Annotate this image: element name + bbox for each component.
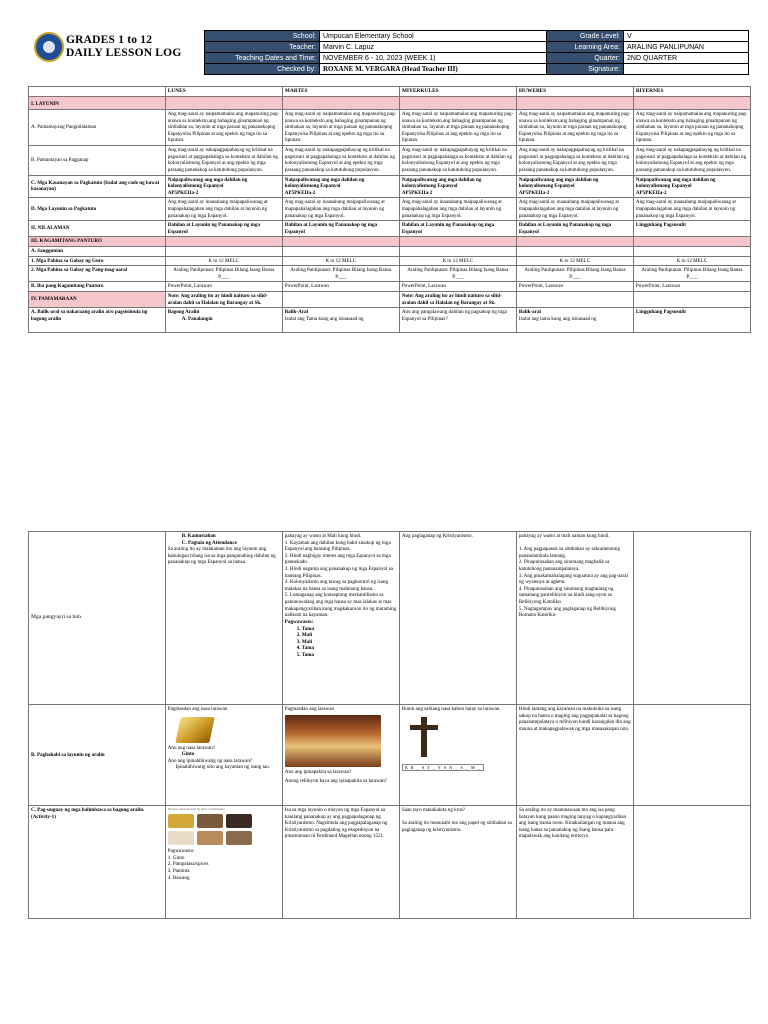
pangyayari-martes	[282, 532, 399, 705]
layunin-pagkatuto-row	[29, 198, 751, 221]
iba-pang-miyerkules: PowerPoint, Larawan	[399, 282, 516, 292]
pamantayang-huwebes: Ang mag-aaral ay naipamamalas ang mapanuring pag-unawa sa konteksto,ang bahaging ginampanan ng simbahan sa, layunin at mga paraan ng pananakopng Espanyolsa Pilipinas at ang epekto ng mga ito sa lipunan.	[516, 110, 633, 146]
dates-value: NOVEMBER 6 - 10, 2023 (WEEK 1)	[320, 53, 547, 64]
signature-value	[624, 64, 749, 75]
pag-uugnay-huwebes: Sa araling ito ay mauunawaan mo ang isa pang batayan kung paano maging tanyag o kapangyarihan ang isang bansa noon. Kinakailangan ng mauna ang isang bansa sa pananakop ng ibang bansa para mapalawak ang kanilang teritoryo.	[516, 806, 633, 919]
learning-area-value: ARALING PANLIPUNAN	[624, 42, 749, 53]
gabay-guro-row	[29, 256, 751, 266]
day-header-martes: MARTES	[282, 87, 399, 97]
signature-label: Signature:	[547, 64, 624, 75]
iba-pang-martes: PowerPoint, Larawan	[282, 282, 399, 292]
empty-cell	[282, 237, 399, 247]
gabay-guro-lunes: K to 12 MELC	[165, 256, 282, 266]
gabay-guro-label: 1. Mga Pahina sa Gabay ng Guro	[29, 256, 166, 266]
kasanayan-miyerkules	[399, 175, 516, 198]
empty-cell	[516, 97, 633, 110]
kasanayan-code: AP5PKEIIa-2	[284, 189, 316, 196]
balik-aral-martes	[282, 308, 399, 333]
nilalaman-martes: Dahilan at Layunin ng Pananakop ng mga Espanyol	[282, 221, 399, 237]
empty-cell	[516, 237, 633, 247]
nilalaman-row	[29, 221, 751, 237]
pangyayari-martes-susi: Pagwawasto:	[284, 618, 314, 625]
empty-cell	[282, 246, 399, 256]
empty-cell	[516, 246, 633, 256]
paghahabi-martes	[282, 705, 399, 806]
day-header-blank	[29, 87, 166, 97]
spice-thumb-icon	[197, 814, 223, 828]
paghahabi-miyerkules	[399, 705, 516, 806]
balik-aral-lunes-item: A. Panalangin	[181, 315, 213, 322]
kagamitang-label: III. KAGAMITANG PANTURO	[29, 237, 166, 247]
learning-area-label: Learning Area:	[547, 42, 624, 53]
paghahabi-miyerkules-instruction: Buuin ang salitang nasa kahon batay sa larawan.	[401, 706, 501, 712]
teacher-label: Teacher:	[205, 42, 320, 53]
pamantayang-miyerkules: Ang mag-aaral ay naipamamalas ang mapanuring pag-unawa sa konteksto,ang bahaging ginampanan ng simbahan sa, layunin at mga paraan ng pananakopng Espanyolsa Pilipinas at ang epekto ng mga ito sa lipunan.	[399, 110, 516, 146]
nilalaman-miyerkules: Dahilan at Layunin ng Pananakop ng mga Espanyol	[399, 221, 516, 237]
section-layunin-row	[29, 97, 751, 110]
layunin-pagkatuto-label: D. Mga Layunin sa Pagkatuto	[29, 198, 166, 221]
paghahabi-martes-instruction: Pagmasdan ang larawan	[284, 706, 335, 712]
empty-cell	[633, 806, 750, 919]
school-value: Umpucan Elementary School	[320, 31, 547, 42]
empty-cell	[633, 292, 750, 308]
word-puzzle-box: K R _ S T _ Y A N _ S _ M _	[402, 764, 484, 771]
empty-cell	[165, 97, 282, 110]
grade-level-value: V	[624, 31, 749, 42]
pamantayang-lunes: Ang mag-aaral ay naipamamalas ang mapanuring pag-unawa sa konteksto,ang bahaging ginampanan ng simbahan sa, layunin at mga paraan ng pananakopng Espanyolsa Pilipinas at ang epekto ng mga ito sa lipunan.	[165, 110, 282, 146]
kasanayan-code: AP5PKEIIa-2	[518, 189, 550, 196]
quarter-value: 2ND QUARTER	[624, 53, 749, 64]
page-header	[28, 30, 751, 94]
gabay-mag-aaral-label: 2. Mga Pahina sa Gabay ng Pang-mag-aaral	[29, 266, 166, 282]
day-header-huwebes: HUWEBES	[516, 87, 633, 97]
pagganap-martes: Ang mag-aaral ay nakapagpapahayag ng kritikal na pagsusuri at pagpapahalaga sa konteksto at dahilan ng kolonyalismong Espanyol at ang epekto ng mga paraang pananakop sa katutubong populasyon.	[282, 146, 399, 175]
paghahabi-lunes-instruction: Pagmasdan ang nasa larawan	[167, 706, 228, 712]
pag-uugnay-miyerkules: Saan tayo makakakita ng krus? Sa araling ito mauunabi mo ang papel ng simbahan sa paglaganap ng kristiyanismo.	[399, 806, 516, 919]
gabay-guro-biyernes: K to 12 MELC	[633, 256, 750, 266]
nutmeg-thumb-icon	[226, 831, 252, 845]
layunin-biyernes: Ang mag-aaral ay inaasahang maipapaliwanag at mapapahalagahan ang mga dahilan at layunin ng pananakop ng mga Espanyol.	[633, 198, 750, 221]
pag-uugnay-row	[29, 806, 751, 919]
paghahabi-lunes	[165, 705, 282, 806]
pamamaraan-note-miyerkules: Note: Ang araling ito ay hindi naituro sa silid-aralan dahil sa Halalan ng Barangay at Sk.	[399, 292, 516, 308]
element	[410, 725, 438, 730]
kasanayan-text: Naipapaliwanag ang mga dahilan ng kolonyalismong Espanyol	[167, 176, 248, 190]
pag-uugnay-label: C. Pag-uugnay ng mga halimbawa sa bagong aralin. (Activity-1)	[29, 806, 166, 919]
gabay-mag-aaral-martes: Araling Panlipunan: Pilipinas Bilang Isang Bansa P.___	[282, 266, 399, 282]
quarter-label: Quarter:	[547, 53, 624, 64]
kasanayan-row	[29, 175, 751, 198]
kasanayan-code: AP5PKEIIa-2	[635, 189, 667, 196]
dates-label: Teaching Dates and Time:	[205, 53, 320, 64]
nilalaman-huwebes: Dahilan at Layunin ng Pananakop ng mga Espanyol	[516, 221, 633, 237]
pangyayari-huwebes: pahayag ay wasto at mali naman kung hindi. 1. Ang pagpapasok sa simbahan ay sakramentong panandamitala lamang. 2. Pinapurusahan ang sinumang magbalik sa katutubong pananampalataya. 3. Ang pinakamahalagang sugnatura ay ang pag-aaral ng wystenya at aghem. 4. Pinaparusahan ang sinumang magtatatag ng samahang panrelihiyon na hindi sang-ayon sa Relihiyong Katoliko. 5. Nagtagumpay ang paglaganap ng Relihiyong Romano Katoliko.	[516, 532, 633, 705]
empty-cell	[282, 97, 399, 110]
pangyayari-label: Mga pangyayri sa buh	[29, 532, 166, 705]
title-line-1: GRADES 1 to 12	[66, 34, 153, 46]
paghahabi-lunes-a2: Ipinahihiwatig nito ang kayaman ng isang tao.	[175, 764, 271, 771]
paghahabi-lunes-q2: Ano ang ipinahihiwatig ng nasa larawan?	[167, 757, 253, 764]
kasanayan-code: AP5PKEIIa-2	[167, 189, 199, 196]
balik-aral-lunes-title: Bagong Aralin	[167, 309, 200, 316]
gabay-mag-aaral-huwebes: Araling Panlipunan: Pilipinas Bilang Isang Bansa P.___	[516, 266, 633, 282]
day-header-row	[29, 87, 751, 97]
lesson-log-table-part1	[28, 86, 751, 333]
pag-uugnay-lunes	[165, 806, 282, 919]
pag-uugnay-item-3: 3. Paminta	[167, 867, 190, 874]
layunin-miyerkules: Ang mag-aaral ay inaasahang maipapaliwanag at mapapahalagahan ang mga dahilan at layunin ng pananakop ng mga Espanyol.	[399, 198, 516, 221]
empty-cell	[516, 292, 633, 308]
pag-uugnay-lunes-note: Pictures: mga larawan ng ginto at pampalasa	[167, 807, 225, 811]
pagganap-miyerkules: Ang mag-aaral ay nakapagpapahayag ng kritikal na pagsusuri at pagpapahalaga sa konteksto at dahilan ng kolonyalismong Espanyol at ang epekto ng mga paraang pananakop sa katutubong populasyon.	[399, 146, 516, 175]
nilalaman-label: II. NILALAMAN	[29, 221, 166, 237]
kasanayan-label: C. Mga Kasanayan sa Pagkatuto (Isulat ang code ng bawat kasanayan)	[29, 175, 166, 198]
checked-by-label: Checked by:	[205, 64, 320, 75]
pangyayari-lunes-c: C. Pagtala ng Attendance	[181, 539, 237, 546]
kasanayan-biyernes	[633, 175, 750, 198]
gabay-mag-aaral-row	[29, 266, 751, 282]
paghahabi-label: B. Paghahabi sa layunin ng aralin	[29, 705, 166, 806]
pangyayari-lunes	[165, 532, 282, 705]
balik-aral-martes-text: Isulat ang Tama kung ang isinasaad ng	[284, 315, 364, 322]
pagganap-lunes: Ang mag-aaral ay nakapagpapahayag ng kritikal na pagsusuri at pagpapahalaga sa konteksto at dahilan ng kolonyalismong Espanyol at ang epekto ng mga paraang pananakop sa katutubong populasyon.	[165, 146, 282, 175]
gold-bar-image	[175, 717, 215, 743]
grade-level-label: Grade Level:	[547, 31, 624, 42]
sanggunian-row	[29, 246, 751, 256]
balik-aral-label: A. Balik-aral sa nakaraang aralin at/o pagsisimula ng bagong aralin	[29, 308, 166, 333]
deped-seal-logo	[34, 32, 64, 62]
pagganap-huwebes: Ang mag-aaral ay nakapagpapahayag ng kritikal na pagsusuri at pagpapahalaga sa konteksto at dahilan ng kolonyalismong Espanyol at ang epekto ng mga paraang pananakop sa katutubong populasyon.	[516, 146, 633, 175]
pamantayang-biyernes: Ang mag-aaral ay naipamamalas ang mapanuring pag-unawa sa konteksto,ang bahaging ginampanan ng simbahan sa, layunin at mga paraan ng pananakopng Espanyolsa Pilipinas at ang epekto ng mga ito sa lipunan.	[633, 110, 750, 146]
answer-2: 2. Mali	[296, 632, 313, 639]
teacher-value: Marvin C. Lapuz	[320, 42, 547, 53]
gabay-mag-aaral-biyernes: Araling Panlipunan: Pilipinas Bilang Isang Bansa P.___	[633, 266, 750, 282]
pamamaraan-label: IV. PAMAMARAAN	[29, 292, 166, 308]
garlic-thumb-icon	[168, 831, 194, 845]
answer-1: 1. Tama	[296, 625, 315, 632]
iba-pang-huwebes: PowerPoint, Larawan	[516, 282, 633, 292]
checked-by-value: ROXANE M. VERGARA (Head Teacher III)	[323, 65, 458, 73]
lesson-log-grid-1	[28, 86, 751, 333]
checked-by-cell	[320, 64, 547, 75]
gabay-mag-aaral-miyerkules: Araling Panlipunan: Pilipinas Bilang Isang Bansa P.___	[399, 266, 516, 282]
balik-aral-huwebes-text: Isulat ang tama kung ang isinasaad ng	[518, 315, 597, 322]
kagamitang-row	[29, 237, 751, 247]
spices-images	[168, 814, 280, 845]
balik-aral-huwebes	[516, 308, 633, 333]
empty-cell	[399, 237, 516, 247]
layunin-lunes: Ang mag-aaral ay inaasahang maipapaliwanag at mapapahalagahan ang mga dahilan at layunin ng pananakop ng mga Espanyol.	[165, 198, 282, 221]
answer-3: 3. Mali	[296, 638, 313, 645]
empty-cell	[399, 97, 516, 110]
day-header-miyerkules: MIYERKULES	[399, 87, 516, 97]
pamantayan-pagganap-row	[29, 146, 751, 175]
pag-uugnay-lunes-caption: Pagwawasto:	[167, 848, 195, 855]
balik-aral-row	[29, 308, 751, 333]
pangyayari-lunes-text: Sa araling ito ay malalaman mo ang layunin ang kahulugan bilang isa sa mga pangunahing dahilan ng pananakop ng mga Espanyol sa bansa.	[167, 546, 276, 566]
paghahabi-lunes-a1: Ginto	[181, 751, 195, 758]
pangyayari-miyerkules: Ang paglaganap ng Kristiyanismo.	[399, 532, 516, 705]
balik-aral-huwebes-title: Balik-aral	[518, 309, 541, 316]
empty-cell	[633, 246, 750, 256]
header-info-table	[204, 30, 749, 75]
iba-pang-label: B. Iba pang Kagamitang Panturo	[29, 282, 166, 292]
paghahabi-martes-q1: Ano ang ipinapakita sa larawan?	[284, 768, 352, 775]
iba-pang-lunes: PowerPoint, Larawan	[165, 282, 282, 292]
layunin-martes: Ang mag-aaral ay inaasahang maipapaliwanag at mapapahalagahan ang mga dahilan at layunin ng pananakop ng mga Espanyol.	[282, 198, 399, 221]
gabay-guro-martes: K to 12 MELC	[282, 256, 399, 266]
iba-pang-biyernes: PowerPoint, Larawan	[633, 282, 750, 292]
balik-aral-miyerkules: Ano ang pangalawang dahilan ng pagsakop ng mga Espanyol sa Pilipinas?	[399, 308, 516, 333]
balik-aral-biyernes: Lingguhang Pagsusulit	[633, 308, 750, 333]
paghahabi-martes-q2: Anong relihiyon kaya ang ipinapakita sa larawan?	[284, 778, 387, 785]
empty-cell	[633, 532, 750, 705]
section-layunin-label: I. LAYUNIN	[29, 97, 166, 110]
gold-thumb-icon	[168, 814, 194, 828]
pag-uugnay-item-2: 2. Pampalasa/spices	[167, 861, 209, 868]
pamantayan-pagganap-label: B. Pamantayan sa Pagganap	[29, 146, 166, 175]
pag-uugnay-item-4: 4. Bawang	[167, 874, 190, 881]
cinnamon-thumb-icon	[197, 831, 223, 845]
kasanayan-text: Naipapaliwanag ang mga dahilan ng kolonyalismong Espanyol	[518, 176, 599, 190]
pepper-thumb-icon	[226, 814, 252, 828]
kasanayan-text: Naipapaliwanag ang mga dahilan ng kolonyalismong Espanyol	[284, 176, 365, 190]
kasanayan-code: AP5PKEIIa-2	[401, 189, 433, 196]
school-label: School:	[205, 31, 320, 42]
pangyayari-lunes-b: B. Kamustahan	[181, 533, 216, 539]
pamantayang-pangnilalaman-label: A. Pamantayang Pangnilalaman	[29, 110, 166, 146]
day-header-lunes: LUNES	[165, 87, 282, 97]
sanggunian-label: A. Sanggunian	[29, 246, 166, 256]
kasanayan-lunes	[165, 175, 282, 198]
church-interior-image	[285, 715, 381, 767]
nilalaman-biyernes: Lingguhang Pagsusulit	[633, 221, 750, 237]
paghahabi-huwebes: Hindi lamang ang kayaman na makukuha sa isang sakop na bansa o maging ang pagpapakalat sa bagong pananampalataya o relihiyon kundi karangalan din ang mauna at makapagpalawak ng mga masasakupan nito.	[516, 705, 633, 806]
pamantayang-martes: Ang mag-aaral ay naipamamalas ang mapanuring pag-unawa sa konteksto,ang bahaging ginampanan ng simbahan sa, layunin at mga paraan ng pananakopng Espanyolsa Pilipinas at ang epekto ng mga ito sa lipunan.	[282, 110, 399, 146]
cross-image	[402, 715, 446, 759]
kasanayan-text: Naipapaliwanag ang mga dahilan ng kolonyalismong Espanyol	[401, 176, 482, 190]
pangyayari-martes-text: pahayag ay wasto at Mali kung hindi. 1. Kayaman ang dahilan kung bakit sinakop ng mga Espanyol ang bansang Pilipinas. 2. Hindi nagbigay interes ang mga Espanyol sa mga pannekado. 3. Hindi nagamp ang pananakop ng mga Espanyol sa bansang Pilipinas. 4. Kolonyalismo ang tawag sa pagkontrol ng isang malakas na bansa sa isang mahinang bansa. 5. Lumaganap ang konseptong merkantilismo sa panunuwalang ang mga bansa ay mas lalakas at mas makapangyarihan kung magkakaroon ito ng maraming nalikom na kayaman.	[284, 533, 397, 619]
day-header-biyernes: BIYERNES	[633, 87, 750, 97]
pamantayang-pangnilalaman-row	[29, 110, 751, 146]
layunin-huwebes: Ang mag-aaral ay inaasahang maipapaliwanag at mapapahalagahan ang mga dahilan at layunin ng pananakop ng mga Espanyol.	[516, 198, 633, 221]
kasanayan-huwebes	[516, 175, 633, 198]
pamamaraan-row	[29, 292, 751, 308]
empty-cell	[165, 237, 282, 247]
empty-cell	[633, 97, 750, 110]
title-line-2: DAILY LESSON LOG	[66, 47, 182, 59]
gabay-guro-miyerkules: K to 12 MELC	[399, 256, 516, 266]
pag-uugnay-martes: Isa sa mga layunin o misyon ng mga Espanyol sa kanilang pananakop ay ang pagpapalaganap ng Kristiyanismo. Nagsimula ang pagpapalaganap ng Kristiyanismo sa pagdating ng ekspedisyon na pinamunuan ni Ferdinand Magellan noong 1521.	[282, 806, 399, 919]
paghahabi-row	[29, 705, 751, 806]
balik-aral-martes-title: Balik-Aral	[284, 309, 308, 316]
gabay-guro-huwebes: K to 12 MELC	[516, 256, 633, 266]
answer-5: 5. Tama	[296, 651, 315, 658]
pagganap-biyernes: Ang mag-aaral ay nakapagpapahayag ng kritikal na pagsusuri at pagpapahalaga sa konteksto at dahilan ng kolonyalismong Espanyol at ang epekto ng mga paraang pananakop sa katutubong populasyon.	[633, 146, 750, 175]
kasanayan-martes	[282, 175, 399, 198]
pamamaraan-note-lunes: Note: Ang araling ito ay hindi naituro sa silid-aralan dahil sa Halalan ng Barangay at Sk.	[165, 292, 282, 308]
empty-cell	[165, 246, 282, 256]
iba-pang-row	[29, 282, 751, 292]
element	[421, 717, 427, 757]
paghahabi-lunes-q1: Ano ang nasa larawan?	[167, 744, 216, 751]
pag-uugnay-item-1: 1. Ginto	[167, 854, 185, 861]
empty-cell	[633, 705, 750, 806]
kasanayan-text: Naipapaliwanag ang mga dahilan ng kolonyalismong Espanyol	[635, 176, 716, 190]
gabay-mag-aaral-lunes: Araling Panlipunan: Pilipinas Bilang Isang Bansa P.___	[165, 266, 282, 282]
lesson-log-table-part2	[28, 531, 751, 919]
lesson-log-grid-2	[28, 531, 751, 919]
balik-aral-lunes	[165, 308, 282, 333]
empty-cell	[399, 246, 516, 256]
answer-4: 4. Tama	[296, 645, 315, 652]
pangyayari-row	[29, 532, 751, 705]
empty-cell	[633, 237, 750, 247]
nilalaman-lunes: Dahilan at Layunin ng Pananakop ng mga Espanyol	[165, 221, 282, 237]
empty-cell	[282, 292, 399, 308]
